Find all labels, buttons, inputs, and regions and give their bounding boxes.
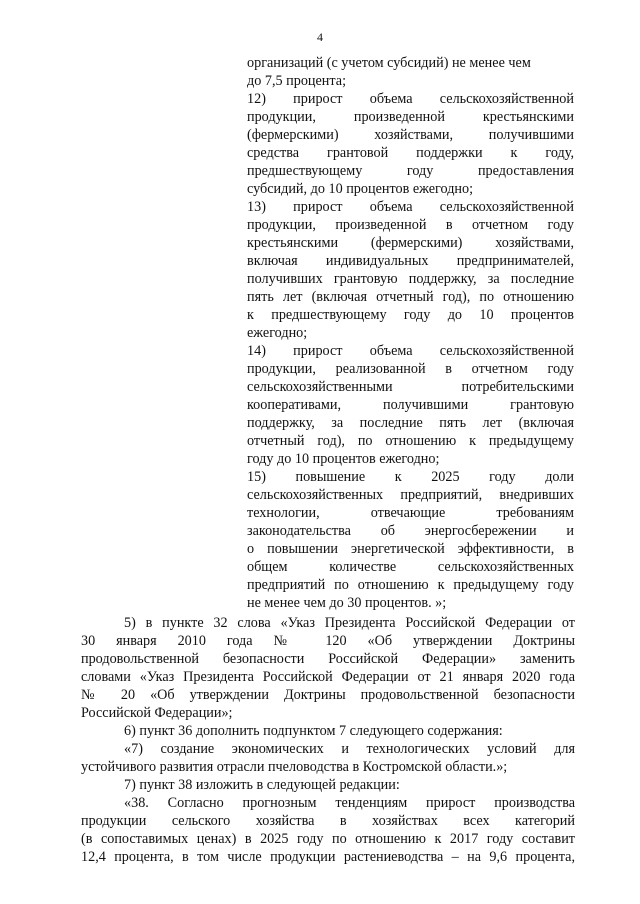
column-line: средства грантовой поддержки к году, [247,145,574,161]
body-line: «38. Согласно прогнозным тенденциям прирост производства [124,795,575,811]
column-line: включая индивидуальных предпринимателей, [247,253,574,269]
column-line: отчетный год), по отношению к предыдущему [247,433,574,449]
column-line: сельскохозяйственных предприятий, внедривших [247,487,574,503]
column-line: получивших грантовую поддержку, за последние [247,271,574,287]
column-line: 15) повышение к 2025 году доли [247,469,574,485]
column-line: пять лет (включая отчетный год), по отношению [247,289,574,305]
column-line: кооперативами, получившими грантовую [247,397,574,413]
column-line: сельскохозяйственными потребительскими [247,379,574,395]
body-line: 5) в пункте 32 слова «Указ Президента Российской Федерации от [124,615,575,631]
column-line: крестьянскими (фермерскими) хозяйствами, [247,235,574,251]
column-line: 12) прирост объема сельскохозяйственной [247,91,574,107]
body-line: (в сопоставимых ценах) в 2025 году по отношению к 2017 году составит [81,831,575,847]
column-line: ежегодно; [247,325,308,341]
column-line: 14) прирост объема сельскохозяйственной [247,343,574,359]
column-line: (фермерскими) хозяйствами, получившими [247,127,574,143]
column-line: продукции, реализованной в отчетном году [247,361,574,377]
body-line: Российской Федерации»; [81,705,233,721]
column-line: законодательства об энергосбережении и [247,523,574,539]
column-line: году до 10 процентов ежегодно; [247,451,440,467]
column-line: до 7,5 процента; [247,73,347,89]
body-line: 12,4 процента, в том числе продукции растениеводства – на 9,6 процента, [81,849,575,865]
column-line: общем количестве сельскохозяйственных [247,559,574,575]
column-line: субсидий, до 10 процентов ежегодно; [247,181,474,197]
column-line: 13) прирост объема сельскохозяйственной [247,199,574,215]
column-line: предшествующему году предоставления [247,163,574,179]
column-line: о повышении энергетической эффективности, в [247,541,574,557]
body-line: словами «Указ Президента Российской Федерации от 21 января 2020 года [81,669,575,685]
body-line: 6) пункт 36 дополнить подпунктом 7 следующего содержания: [124,723,503,739]
column-line: поддержку, за последние пять лет (включая [247,415,574,431]
body-line: № 20 «Об утверждении Доктрины продовольственной безопасности [81,687,575,703]
column-line: предприятий по отношению к предыдущему году [247,577,574,593]
body-line: 30 января 2010 года № 120 «Об утверждении Доктрины [81,633,575,649]
column-line: организаций (с учетом субсидий) не менее чем [247,55,531,71]
body-line: продукции сельского хозяйства в хозяйствах всех категорий [81,813,575,829]
column-line: продукции, произведенной в отчетном году [247,217,574,233]
page-number: 4 [317,30,323,44]
column-line: технологии, отвечающие требованиям [247,505,574,521]
body-line: устойчивого развития отрасли пчеловодства в Костромской области.»; [81,759,508,775]
body-line: продовольственной безопасности Российской Федерации» заменить [81,651,575,667]
body-line: «7) создание экономических и технологических условий для [124,741,575,757]
column-line: не менее чем до 30 процентов. »; [247,595,447,611]
column-line: продукции, произведенной крестьянскими [247,109,574,125]
body-line: 7) пункт 38 изложить в следующей редакции: [124,777,400,793]
column-line: к предшествующему году до 10 процентов [247,307,574,323]
